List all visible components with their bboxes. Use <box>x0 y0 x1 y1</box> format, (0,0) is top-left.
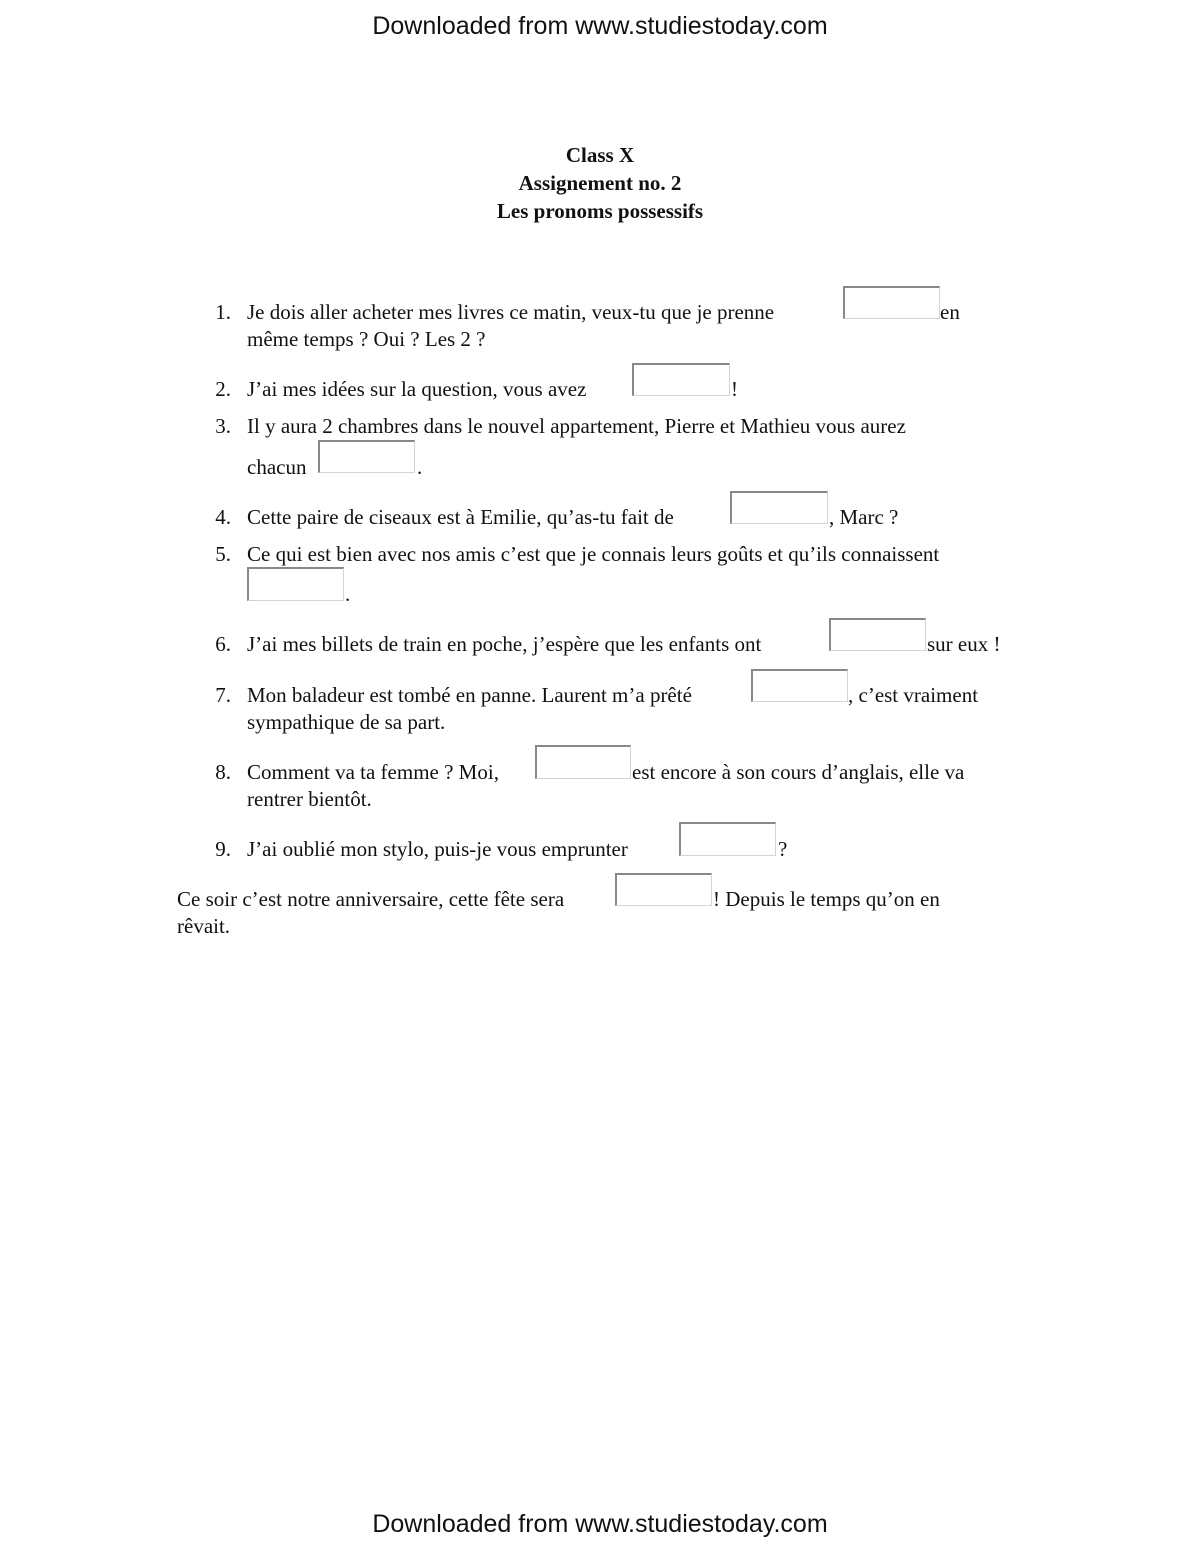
closing-text: rêvait. <box>177 914 231 938</box>
answer-blank-1[interactable] <box>843 286 940 319</box>
question-number: 4. <box>215 505 231 529</box>
answer-blank-2[interactable] <box>632 363 730 396</box>
question-number: 2. <box>215 377 231 401</box>
answer-blank-5[interactable] <box>247 567 344 601</box>
question-text: Mon baladeur est tombé en panne. Laurent m’a prêté <box>247 683 692 707</box>
question-text: sympathique de sa part. <box>247 710 446 734</box>
question-text: rentrer bientôt. <box>247 787 372 811</box>
answer-blank-7[interactable] <box>751 669 848 702</box>
question-number: 1. <box>215 300 231 324</box>
question-number: 7. <box>215 683 231 707</box>
question-text: Comment va ta femme ? Moi, <box>247 760 499 784</box>
question-text: ! <box>731 377 738 401</box>
footer-watermark: Downloaded from www.studiestoday.com <box>372 1510 828 1538</box>
question-text: . <box>417 455 423 479</box>
question-text: ? <box>778 837 788 861</box>
assignment-title: Assignement no. 2 <box>518 171 682 195</box>
question-text: J’ai mes billets de train en poche, j’espère que les enfants ont <box>247 632 762 656</box>
answer-blank-10[interactable] <box>615 873 712 906</box>
closing-text: ! Depuis le temps qu’on en <box>713 887 940 911</box>
answer-blank-6[interactable] <box>829 618 926 651</box>
question-text: en <box>940 300 960 324</box>
question-text: est encore à son cours d’anglais, elle va <box>632 760 965 784</box>
question-text: J’ai oublié mon stylo, puis-je vous emprunter <box>247 837 628 861</box>
question-text: Cette paire de ciseaux est à Emilie, qu’as-tu fait de <box>247 505 674 529</box>
answer-blank-4[interactable] <box>730 491 828 524</box>
class-title: Class X <box>565 143 635 167</box>
answer-blank-3[interactable] <box>318 440 415 473</box>
question-text: Ce qui est bien avec nos amis c’est que je connais leurs goûts et qu’ils connaissent <box>247 542 940 566</box>
question-text: Il y aura 2 chambres dans le nouvel appartement, Pierre et Mathieu vous aurez <box>247 414 906 438</box>
question-text: sur eux ! <box>927 632 1001 656</box>
question-text: , c’est vraiment <box>848 683 979 707</box>
question-number: 3. <box>215 414 231 438</box>
answer-blank-8[interactable] <box>535 745 631 779</box>
question-text: . <box>345 582 351 606</box>
question-number: 6. <box>215 632 231 656</box>
question-text: Je dois aller acheter mes livres ce matin, veux-tu que je prenne <box>247 300 775 324</box>
closing-text: Ce soir c’est notre anniversaire, cette fête sera <box>177 887 565 911</box>
question-text: , Marc ? <box>829 505 899 529</box>
question-text: J’ai mes idées sur la question, vous avez <box>247 377 587 401</box>
question-number: 8. <box>215 760 231 784</box>
question-number: 5. <box>215 542 231 566</box>
page-title-block <box>0 141 1200 225</box>
question-text: même temps ? Oui ? Les 2 ? <box>247 327 486 351</box>
topic-title: Les pronoms possessifs <box>496 199 704 223</box>
question-number: 9. <box>215 837 231 861</box>
answer-blank-9[interactable] <box>679 822 776 856</box>
header-watermark: Downloaded from www.studiestoday.com <box>372 12 828 40</box>
question-text: chacun <box>247 455 307 479</box>
